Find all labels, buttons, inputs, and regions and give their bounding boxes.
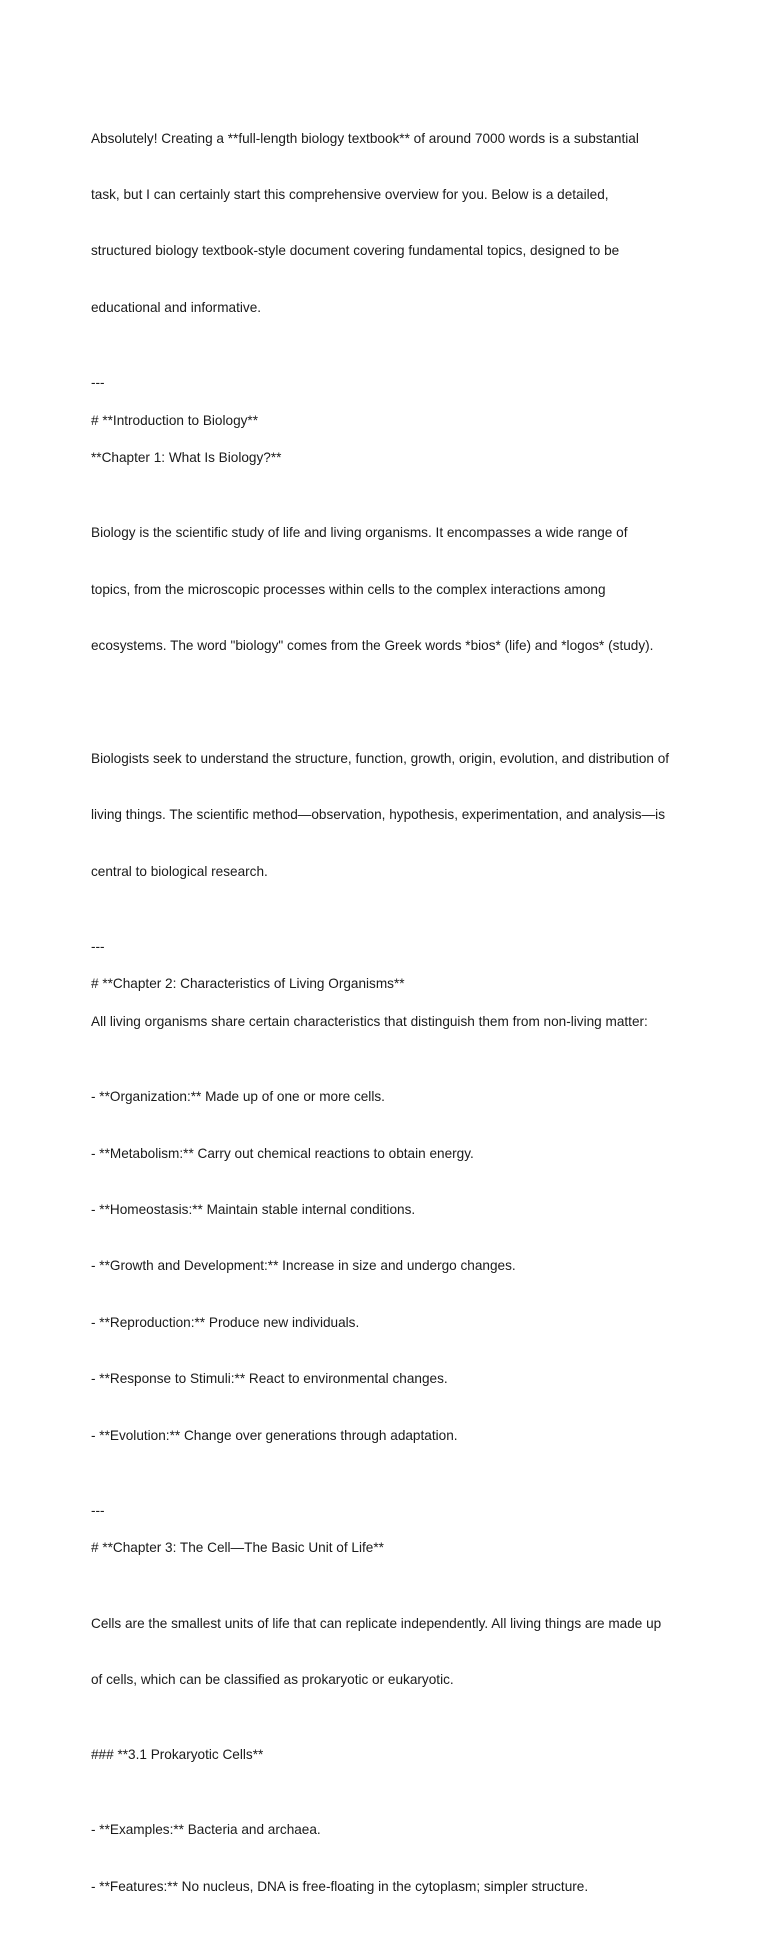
text-line: of cells, which can be classified as prokaryotic or eukaryotic.: [91, 1671, 454, 1687]
list-item: - **Features:** No nucleus, DNA is free-floating in the cytoplasm; simpler structure.: [91, 1878, 589, 1894]
chapter2-intro: All living organisms share certain characteristics that distinguish them from non-living matter:: [91, 1014, 648, 1030]
divider: ---: [91, 938, 105, 954]
chapter3-title: # **Chapter 3: The Cell—The Basic Unit of Life**: [91, 1540, 384, 1556]
chapter3-paragraph: [91, 1577, 691, 1727]
document-page: [91, 92, 691, 1934]
text-line: central to biological research.: [91, 863, 268, 879]
list-item: - **Growth and Development:** Increase in size and undergo changes.: [91, 1258, 516, 1274]
list-item: - **Examples:** Bacteria and archaea.: [91, 1822, 321, 1838]
text-line: structured biology textbook-style document covering fundamental topics, designed to be: [91, 243, 620, 259]
list-item: - **Metabolism:** Carry out chemical reactions to obtain energy.: [91, 1145, 474, 1161]
text-line: Biology is the scientific study of life and living organisms. It encompasses a wide range of: [91, 525, 628, 541]
chapter1-paragraph-1: [91, 487, 691, 694]
list-item: - **Reproduction:** Produce new individuals.: [91, 1314, 360, 1330]
characteristics-list: [91, 1051, 691, 1483]
text-line: educational and informative.: [91, 299, 262, 315]
list-item: - **Homeostasis:** Maintain stable internal conditions.: [91, 1202, 416, 1218]
divider: ---: [91, 374, 105, 390]
list-item: - **Organization:** Made up of one or more cells.: [91, 1089, 385, 1105]
heading-introduction: # **Introduction to Biology**: [91, 412, 259, 428]
text-line: Biologists seek to understand the structure, function, growth, origin, evolution, and distribution of: [91, 750, 670, 766]
text-line: Cells are the smallest units of life that can replicate independently. All living things are made up: [91, 1615, 662, 1631]
text-line: ecosystems. The word "biology" comes from the Greek words *bios* (life) and *logos* (study).: [91, 638, 654, 654]
text-line: topics, from the microscopic processes within cells to the complex interactions among: [91, 581, 606, 597]
chapter1-title: **Chapter 1: What Is Biology?**: [91, 450, 282, 466]
list-item: - **Response to Stimuli:** React to environmental changes.: [91, 1371, 448, 1387]
text-line: living things. The scientific method—observation, hypothesis, experimentation, and analysis—is: [91, 807, 666, 823]
chapter2-title: # **Chapter 2: Characteristics of Living Organisms**: [91, 976, 405, 992]
prokaryotic-list: [91, 1784, 691, 1934]
divider: ---: [91, 1502, 105, 1518]
text-line: task, but I can certainly start this comprehensive overview for you. Below is a detailed,: [91, 186, 609, 202]
intro-paragraph: [91, 92, 691, 355]
section-3-1-title: ### **3.1 Prokaryotic Cells**: [91, 1747, 264, 1763]
text-line: Absolutely! Creating a **full-length biology textbook** of around 7000 words is a substantial: [91, 130, 639, 146]
chapter1-paragraph-2: [91, 712, 691, 919]
list-item: - **Evolution:** Change over generations through adaptation.: [91, 1427, 458, 1443]
